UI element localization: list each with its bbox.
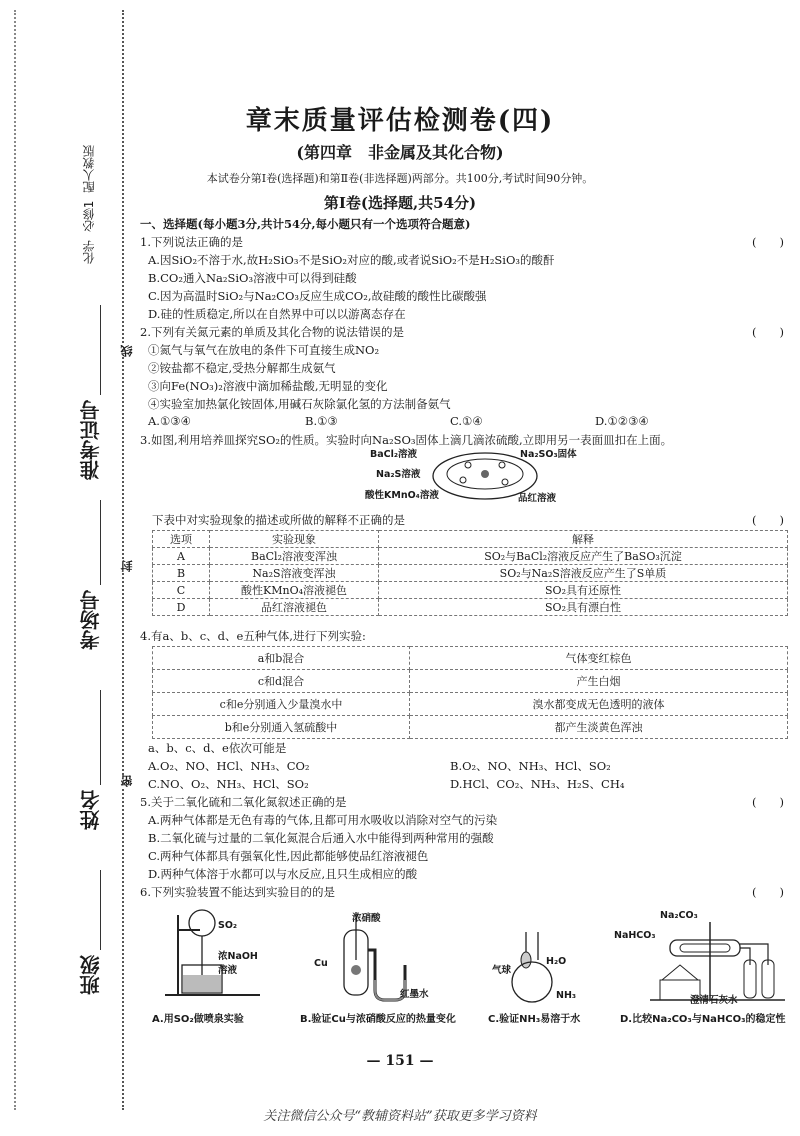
q6-answer-blank[interactable]: ( ): [752, 885, 784, 899]
table-row: [153, 716, 788, 739]
table-row: [153, 693, 788, 716]
blank-name[interactable]: [100, 690, 101, 785]
dish-label-pinhong: 品红溶液: [518, 493, 557, 504]
blank-class[interactable]: [100, 870, 101, 950]
table-row: [153, 647, 788, 670]
q2-option-c: C.①④: [450, 414, 483, 428]
q1-stem: 1.下列说法正确的是: [140, 235, 243, 249]
table-row: [153, 531, 788, 548]
table-cell: C: [153, 582, 210, 599]
q3-answer-blank[interactable]: ( ): [752, 513, 784, 527]
q2-option-b: B.①③: [305, 414, 338, 428]
field-class: 班级: [79, 955, 103, 995]
q1-option-a: A.因SiO₂不溶于水,故H₂SiO₃不是SiO₂对应的酸,或者说SiO₂不是H₂SiO₃的酸酐: [148, 253, 555, 267]
page-subtitle: (第四章 非金属及其化合物): [296, 143, 504, 162]
table-cell: 酸性KMnO₄溶液褪色: [210, 582, 379, 599]
q5-option-d: D.两种气体溶于水都可以与水反应,且只生成相应的酸: [148, 867, 418, 881]
table-header-cell: 实验现象: [210, 531, 379, 548]
seal-word-line: 线: [120, 345, 134, 357]
q2-option-d: D.①②③④: [595, 414, 649, 428]
table-header-cell: 解释: [379, 531, 788, 548]
table-cell: BaCl₂溶液变浑浊: [210, 548, 379, 565]
fig-d-label-limewater: 澄清石灰水: [690, 995, 738, 1006]
fig-a-caption: A.用SO₂做喷泉实验: [152, 1014, 244, 1025]
footer-note: 关注微信公众号“教辅资料站”获取更多学习资料: [263, 1109, 537, 1124]
part-heading: 第Ⅰ卷(选择题,共54分): [323, 194, 477, 212]
table-cell: SO₂与Na₂S溶液反应产生了S单质: [379, 565, 788, 582]
table-cell: B: [153, 565, 210, 582]
fig-d-caption: D.比较Na₂CO₃与NaHCO₃的稳定性: [620, 1014, 786, 1025]
table-row: [153, 670, 788, 693]
q4-option-d: D.HCl、CO₂、NH₃、H₂S、CH₄: [450, 777, 625, 791]
q2-answer-blank[interactable]: ( ): [752, 325, 784, 339]
q4-stem: 4.有a、b、c、d、e五种气体,进行下列实验:: [140, 629, 366, 643]
q4-option-c: C.NO、O₂、NH₃、HCl、SO₂: [148, 777, 309, 791]
q5-option-c: C.两种气体都具有强氧化性,因此都能够使品红溶液褪色: [148, 849, 429, 863]
fig-a-label-so2: SO₂: [218, 920, 238, 931]
dish-label-bacl2: BaCl₂溶液: [370, 449, 418, 460]
dish-label-na2so3: Na₂SO₃固体: [520, 449, 577, 460]
seal-word-closed: 密: [120, 775, 134, 787]
q6-stem: 6.下列实验装置不能达到实验目的的是: [140, 885, 335, 899]
fig-b-caption: B.验证Cu与浓硝酸反应的热量变化: [300, 1014, 456, 1025]
table-cell: c和d混合: [153, 670, 410, 693]
blank-room-number[interactable]: [100, 500, 101, 585]
page-number: — 151 —: [366, 1053, 434, 1069]
q3-stem: 3.如图,利用培养皿探究SO₂的性质。实验时向Na₂SO₃固体上滴几滴浓硫酸,立即用另一表面皿扣在上面。: [140, 433, 673, 447]
dish-label-na2s: Na₂S溶液: [376, 469, 421, 480]
fig-d-label-na2co3: Na₂CO₃: [660, 910, 698, 921]
fig-c-caption: C.验证NH₃易溶于水: [488, 1014, 581, 1025]
fig-b-label-ink: 红墨水: [400, 989, 429, 1000]
fig-b-label-hno3: 浓硝酸: [352, 913, 381, 924]
q5-option-a: A.两种气体都是无色有毒的气体,且都可用水吸收以消除对空气的污染: [148, 813, 498, 827]
table-cell: 产生白烟: [410, 670, 788, 693]
q4-option-b: B.O₂、NO、NH₃、HCl、SO₂: [450, 759, 611, 773]
q4-table: [152, 646, 788, 739]
q2-item-4: ④实验室加热氯化铵固体,用碱石灰除氯化氢的方法制备氨气: [148, 397, 451, 411]
table-header-cell: 选项: [153, 531, 210, 548]
table-cell: SO₂与BaCl₂溶液反应产生了BaSO₃沉淀: [379, 548, 788, 565]
field-name: 姓名: [79, 790, 103, 830]
table-cell: SO₂具有漂白性: [379, 599, 788, 616]
table-cell: D: [153, 599, 210, 616]
table-cell: A: [153, 548, 210, 565]
page-title: 章末质量评估检测卷(四): [245, 106, 555, 136]
q1-option-d: D.硅的性质稳定,所以在自然界中可以以游离态存在: [148, 307, 406, 321]
q4-sub-stem: a、b、c、d、e依次可能是: [148, 741, 287, 755]
table-cell: 都产生淡黄色浑浊: [410, 716, 788, 739]
q1-answer-blank[interactable]: ( ): [752, 235, 784, 249]
fig-d-label-nahco3: NaHCO₃: [614, 930, 656, 941]
fig-a-label-naoh: 浓NaOH: [218, 951, 258, 962]
sidebar-subject: 化学 必修1 配人教版: [82, 145, 96, 264]
q3-sub-stem: 下表中对实验现象的描述或所做的解释不正确的是: [152, 513, 405, 527]
field-room-number: 考场号: [79, 590, 103, 650]
table-row: [153, 548, 788, 565]
dish-label-kmno4: 酸性KMnO₄溶液: [365, 490, 439, 501]
table-cell: 品红溶液褪色: [210, 599, 379, 616]
q5-stem: 5.关于二氧化硫和二氧化氮叙述正确的是: [140, 795, 347, 809]
fig-c-label-balloon: 气球: [492, 965, 512, 976]
exam-intro: 本试卷分第Ⅰ卷(选择题)和第Ⅱ卷(非选择题)两部分。共100分,考试时间90分钟。: [206, 172, 594, 185]
table-row: [153, 599, 788, 616]
q5-option-b: B.二氧化硫与过量的二氧化氮混合后通入水中能得到两种常用的强酸: [148, 831, 494, 845]
table-cell: SO₂具有还原性: [379, 582, 788, 599]
q1-option-b: B.CO₂通入Na₂SiO₃溶液中可以得到硅酸: [148, 271, 357, 285]
seal-word-seal: 封: [120, 560, 134, 572]
q3-table: [152, 530, 788, 616]
q2-item-3: ③向Fe(NO₃)₂溶液中滴加稀盐酸,无明显的变化: [148, 379, 388, 393]
q2-stem: 2.下列有关氮元素的单质及其化合物的说法错误的是: [140, 325, 404, 339]
table-cell: b和e分别通入氢硫酸中: [153, 716, 410, 739]
table-cell: c和e分别通入少量溴水中: [153, 693, 410, 716]
section-heading: 一、选择题(每小题3分,共计54分,每小题只有一个选项符合题意): [140, 217, 471, 231]
table-row: [153, 565, 788, 582]
q2-item-2: ②铵盐都不稳定,受热分解都生成氨气: [148, 361, 336, 375]
q2-item-1: ①氮气与氧气在放电的条件下可直接生成NO₂: [148, 343, 380, 357]
fig-a-label-solution: 溶液: [218, 965, 238, 976]
table-cell: 气体变红棕色: [410, 647, 788, 670]
table-row: [153, 582, 788, 599]
fig-c-label-nh3: NH₃: [556, 990, 577, 1001]
q1-option-c: C.因为高温时SiO₂与Na₂CO₃反应生成CO₂,故硅酸的酸性比碳酸强: [148, 289, 487, 303]
table-cell: a和b混合: [153, 647, 410, 670]
blank-exam-number[interactable]: [100, 305, 101, 395]
q5-answer-blank[interactable]: ( ): [752, 795, 784, 809]
q4-option-a: A.O₂、NO、HCl、NH₃、CO₂: [148, 759, 310, 773]
fig-b-label-cu: Cu: [314, 958, 328, 969]
table-cell: Na₂S溶液变浑浊: [210, 565, 379, 582]
fig-c-label-water: H₂O: [546, 956, 567, 967]
field-exam-number: 准考证号: [79, 400, 103, 480]
q2-option-a: A.①③④: [148, 414, 191, 428]
table-cell: 溴水都变成无色透明的液体: [410, 693, 788, 716]
